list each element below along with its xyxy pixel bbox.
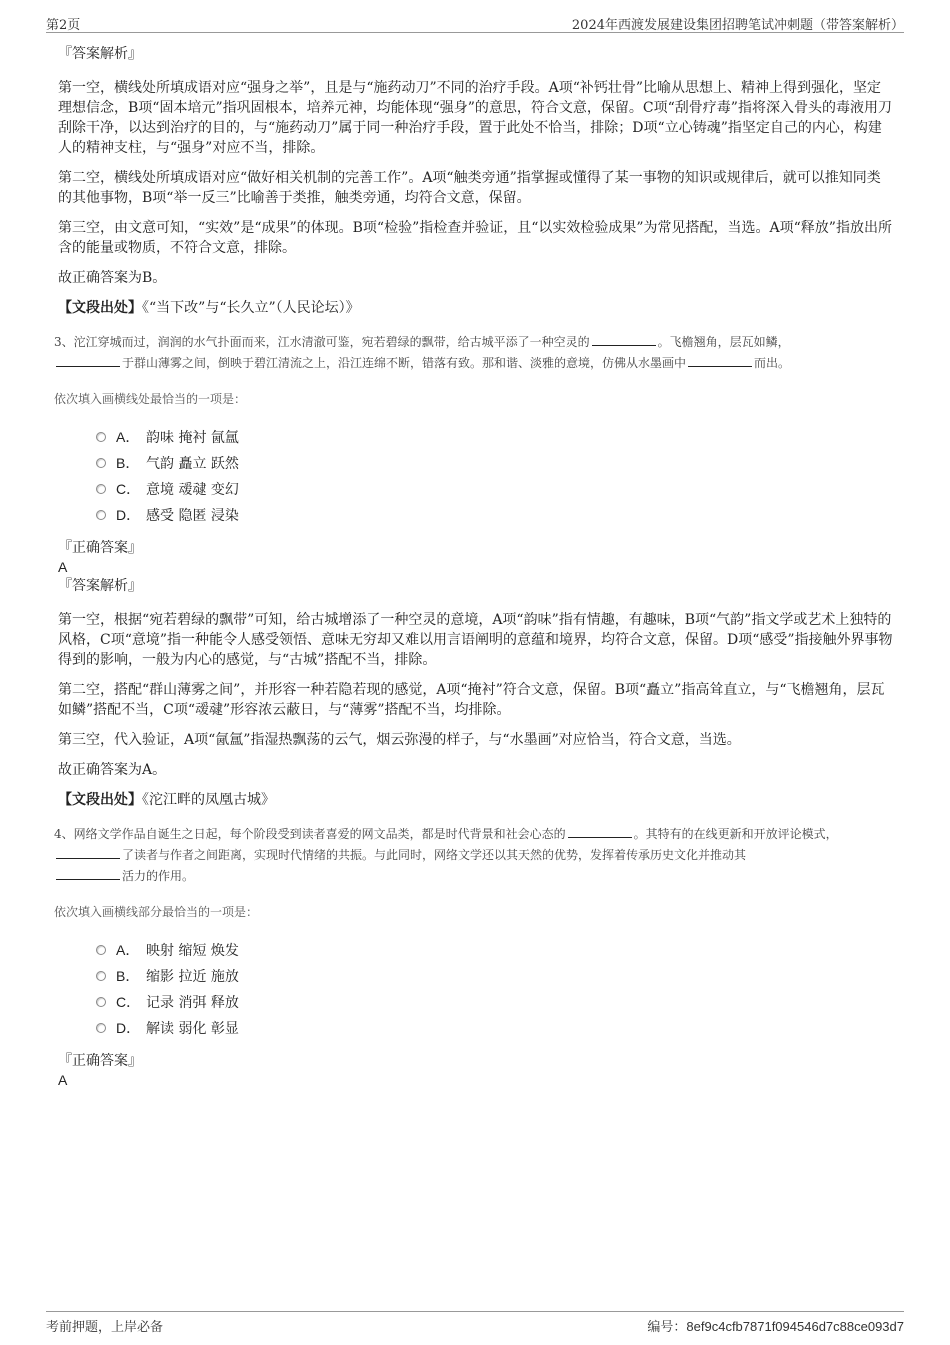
- radio-icon[interactable]: [96, 432, 106, 442]
- question-3-stem: 3、沱江穿城而过，润润的水气扑面而来，江水清澈可鉴，宛若碧绿的飘带，给古城平添了一种空灵的 。飞檐翘角，层瓦如鳞， 于群山薄雾之间，倒映于碧江清流之上，沿江连绵不断，错落有致。那和谐、淡雅的意境，仿佛从水墨画中 而出。: [54, 335, 791, 370]
- analysis-paragraph: 第二空，横线处所填成语对应“做好相关机制的完善工作”。A项“触类旁通”指掌握或懂得了某一事物的知识或规律后，就可以推知同类的其他事物，B项“举一反三”比喻善于类推，触类旁通，均符合文意，保留。: [58, 170, 881, 206]
- question-4-options: [96, 937, 894, 1041]
- source-line: [58, 790, 894, 810]
- question-hint: 依次填入画横线部分最恰当的一项是：: [54, 905, 259, 919]
- correct-answer: A: [58, 1072, 68, 1088]
- question-3-options: [96, 424, 894, 528]
- option-c[interactable]: C． 意境 叆叇 变幻: [96, 476, 894, 502]
- correct-answer-label: 『正确答案』: [58, 1053, 142, 1069]
- radio-icon[interactable]: [96, 971, 106, 981]
- source-tag: 【文段出处】: [58, 792, 142, 808]
- analysis-label: 『答案解析』: [58, 578, 142, 594]
- question-4-stem: 4、网络文学作品自诞生之日起，每个阶段受到读者喜爱的网文品类，都是时代背景和社会心态的 。其特有的在线更新和开放评论模式，了读者与作者之间距离，实现时代情绪的共振。与此同时，网络文学还以其天然的优势，发挥着传承历史文化并推动其 活力的作用。: [54, 827, 838, 883]
- correct-answer-label: 『正确答案』: [58, 540, 142, 556]
- fill-blank: [592, 333, 656, 346]
- fill-blank: [56, 867, 120, 880]
- radio-icon[interactable]: [96, 1023, 106, 1033]
- option-b[interactable]: B． 缩影 拉近 施放: [96, 963, 894, 989]
- option-a[interactable]: A． 映射 缩短 焕发: [96, 937, 894, 963]
- fill-blank: [56, 846, 120, 859]
- page-footer: [46, 1311, 904, 1335]
- fill-blank: [568, 825, 632, 838]
- option-d[interactable]: D． 感受 隐匿 浸染: [96, 502, 894, 528]
- page-header: [46, 14, 904, 33]
- analysis-paragraph: 第三空，由文意可知，“实效”是“成果”的体现。B项“检验”指检查并验证，且“以实效检验成果”为常见搭配，当选。A项“释放”指放出所含的能量或物质，不符合文意，排除。: [58, 220, 892, 256]
- page-number: 第2页: [46, 18, 81, 33]
- source-line: [58, 298, 894, 318]
- analysis-paragraph: 第一空，横线处所填成语对应“强身之举”，且是与“施药动刀”不同的治疗手段。A项“补钙壮骨”比喻从思想上、精神上得到强化，坚定理想信念，B项“固本培元”指巩固根本，培养元神，均能体现“强身”的意思，符合文意，保留。C项“刮骨疗毒”指将深入骨头的毒液用刀刮除干净，以达到治疗的目的，与“施药动刀”属于同一种治疗手段，置于此处不恰当，排除；D项“立心铸魂”指坚定自己的内心，构建人的精神支柱，与“强身”对应不当，排除。: [58, 80, 892, 156]
- footer-slogan: 考前押题，上岸必备: [46, 1320, 164, 1335]
- radio-icon[interactable]: [96, 997, 106, 1007]
- answer-conclusion: 故正确答案为B。: [58, 270, 167, 286]
- document-body: [54, 44, 894, 1089]
- radio-icon[interactable]: [96, 945, 106, 955]
- analysis-paragraph: 第一空，根据“宛若碧绿的飘带”可知，给古城增添了一种空灵的意境，A项“韵味”指有情趣，有趣味，B项“气韵”指文学或艺术上独特的风格，C项“意境”指一种能令人感受领悟、意味无穷却又难以用言语阐明的意蕴和境界，均符合文意，保留。D项“感受”指接触外界事物得到的影响，一般为内心的感觉，与“古城”搭配不当，排除。: [58, 612, 893, 668]
- radio-icon[interactable]: [96, 458, 106, 468]
- analysis-paragraph: 第二空，搭配“群山薄雾之间”，并形容一种若隐若现的感觉，A项“掩衬”符合文意，保留。B项“矗立”指高耸直立，与“飞檐翘角，层瓦如鳞”搭配不当，C项“叆叇”形容浓云蔽日，与“薄雾”搭配不当，均排除。: [58, 682, 885, 718]
- document-code: 编号：8ef9c4cfb7871f094546d7c88ce093d7: [647, 1319, 904, 1335]
- correct-answer: A: [58, 559, 68, 575]
- radio-icon[interactable]: [96, 484, 106, 494]
- source-text: 《沱江畔的凤凰古城》: [142, 792, 275, 808]
- question-hint: 依次填入画横线处最恰当的一项是：: [54, 392, 247, 406]
- fill-blank: [56, 354, 120, 367]
- fill-blank: [688, 354, 752, 367]
- option-a[interactable]: A． 韵味 掩衬 氤氲: [96, 424, 894, 450]
- source-tag: 【文段出处】: [58, 300, 142, 316]
- answer-conclusion: 故正确答案为A。: [58, 762, 167, 778]
- option-b[interactable]: B． 气韵 矗立 跃然: [96, 450, 894, 476]
- analysis-label: 『答案解析』: [58, 46, 142, 62]
- analysis-paragraph: 第三空，代入验证，A项“氤氲”指湿热飘荡的云气，烟云弥漫的样子，与“水墨画”对应恰当，符合文意，当选。: [58, 732, 741, 748]
- document-title: 2024年西渡发展建设集团招聘笔试冲刺题（带答案解析）: [571, 18, 904, 33]
- option-c[interactable]: C． 记录 消弭 释放: [96, 989, 894, 1015]
- option-d[interactable]: D． 解读 弱化 彰显: [96, 1015, 894, 1041]
- radio-icon[interactable]: [96, 510, 106, 520]
- source-text: 《“当下改”与“长久立”（人民论坛）》: [142, 300, 360, 316]
